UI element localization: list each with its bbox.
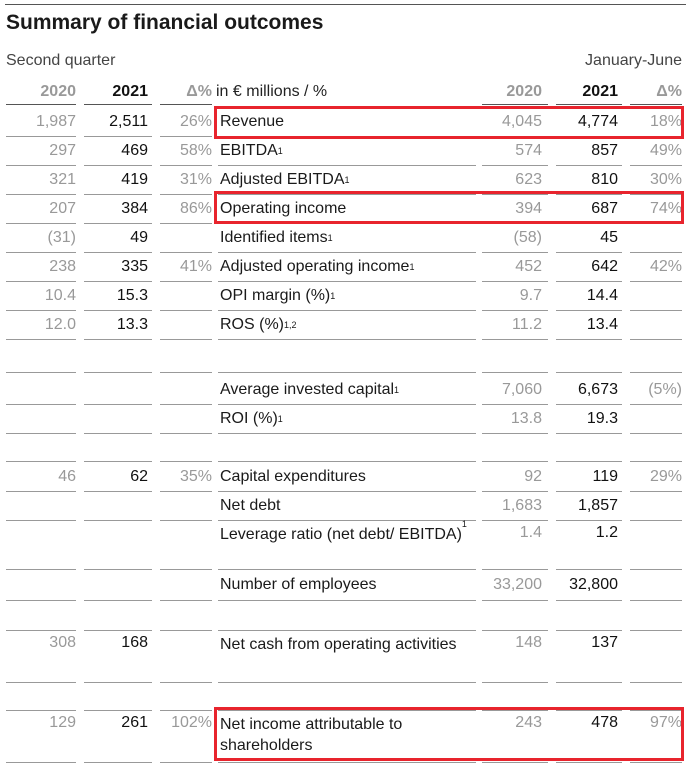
row-label-adjusted-operating-income: Adjusted operating income 1 xyxy=(220,258,415,275)
cell-qd xyxy=(160,569,212,600)
row-rule xyxy=(630,339,682,340)
row-rule xyxy=(84,433,152,434)
row-rule xyxy=(556,339,622,340)
row-rule xyxy=(556,630,622,631)
row-rule xyxy=(556,762,622,763)
cell-qd: 41% xyxy=(179,257,212,275)
cell-q2021: 384 xyxy=(121,199,148,217)
row-rule xyxy=(482,433,548,434)
row-label-net-cash-from-operating-activities xyxy=(220,630,482,686)
cell-h2021: 1.2 xyxy=(595,524,618,541)
cell-q2020: 207 xyxy=(49,199,76,217)
cell-hd xyxy=(630,281,682,310)
row-rule xyxy=(218,762,476,763)
cell-q2020: (31) xyxy=(47,228,76,246)
cell-h2021: 119 xyxy=(592,467,618,485)
row-rule xyxy=(84,630,152,631)
cell-q2021: 13.3 xyxy=(116,315,148,333)
cell-qd xyxy=(160,281,212,310)
cell-h2021: 642 xyxy=(591,257,618,275)
cell-q2020: 297 xyxy=(49,141,76,159)
cell-q2020: 10.4 xyxy=(44,286,76,304)
row-label-leverage-ratio-net-debt-ebitda: Leverage ratio (net debt/ EBITDA) 1 xyxy=(220,519,467,543)
row-rule xyxy=(84,600,152,601)
row-rule xyxy=(218,339,476,340)
row-rule xyxy=(556,433,622,434)
table-row xyxy=(0,165,690,194)
row-rule xyxy=(482,600,548,601)
row-label-text: ROI (%) xyxy=(220,410,278,427)
cell-q2020: 238 xyxy=(49,257,76,275)
cell-q2021 xyxy=(84,404,148,433)
cell-qd xyxy=(160,491,212,520)
cell-hd xyxy=(630,569,682,600)
row-rule xyxy=(556,461,622,462)
cell-h2020: 4,045 xyxy=(501,112,542,130)
row-rule xyxy=(84,710,152,711)
row-label-identified-items: Identified items 1 xyxy=(220,229,333,246)
cell-h2020: 1,683 xyxy=(501,496,542,514)
row-label-text: Net debt xyxy=(220,497,281,514)
row-rule xyxy=(630,630,682,631)
header-q-2020: 2020 xyxy=(40,83,76,100)
cell-h2020: (58) xyxy=(513,228,542,246)
row-label-average-invested-capital: Average invested capital 1 xyxy=(220,381,400,398)
cell-h2021: 14.4 xyxy=(586,286,618,304)
row-label-text: Revenue xyxy=(220,113,285,130)
row-label-text: OPI margin (%) xyxy=(220,287,331,304)
cell-q2021 xyxy=(84,375,148,404)
cell-qd xyxy=(160,223,212,252)
row-rule xyxy=(482,630,548,631)
cell-h2020: 92 xyxy=(524,467,542,485)
row-label-text: Identified items xyxy=(220,229,328,246)
cell-q2020: 1,987 xyxy=(35,112,76,130)
row-rule xyxy=(6,682,76,683)
cell-qd: 86% xyxy=(179,199,212,217)
cell-h2021: 857 xyxy=(591,141,618,159)
cell-h2021: 810 xyxy=(591,170,618,188)
row-label-net-debt xyxy=(220,491,482,520)
row-label-text: Operating income xyxy=(220,200,347,217)
cell-q2020: 12.0 xyxy=(44,315,76,333)
cell-q2020: 46 xyxy=(58,467,76,485)
row-rule xyxy=(482,762,548,763)
row-label-text: EBITDA xyxy=(220,142,278,159)
row-rule xyxy=(218,461,476,462)
cell-h2020: 1.4 xyxy=(519,524,542,541)
row-rule xyxy=(6,461,76,462)
cell-q2020: 308 xyxy=(49,634,76,651)
row-label-text: Net income attributable to shareholders xyxy=(220,716,403,754)
cell-q2020 xyxy=(8,491,76,520)
table-row xyxy=(0,375,690,404)
cell-hd xyxy=(630,491,682,520)
cell-h2020: 11.2 xyxy=(512,315,542,333)
table-header xyxy=(0,80,690,104)
row-label-text: Net cash from operating activities xyxy=(220,636,457,653)
cell-q2021: 469 xyxy=(121,141,148,159)
cell-hd xyxy=(630,223,682,252)
cell-hd: 74% xyxy=(649,199,682,217)
row-rule xyxy=(6,762,76,763)
row-rule xyxy=(6,630,76,631)
row-rule xyxy=(84,762,152,763)
cell-h2021: 45 xyxy=(600,228,618,246)
table-row xyxy=(0,136,690,165)
row-rule xyxy=(160,104,212,105)
cell-qd: 26% xyxy=(179,112,212,130)
row-rule xyxy=(482,461,548,462)
row-rule xyxy=(630,104,682,105)
row-rule xyxy=(6,372,76,373)
highlight-box-operating-income xyxy=(214,191,684,224)
row-rule xyxy=(556,682,622,683)
row-label-ros: ROS (%) 1,2 xyxy=(220,316,297,333)
row-rule xyxy=(6,710,76,711)
cell-q2021 xyxy=(84,491,148,520)
cell-hd xyxy=(630,404,682,433)
row-rule xyxy=(218,682,476,683)
highlight-box-net-income xyxy=(214,707,684,761)
cell-hd xyxy=(630,310,682,339)
table-row xyxy=(0,491,690,520)
row-rule xyxy=(630,600,682,601)
row-label-text: Average invested capital xyxy=(220,381,395,398)
row-rule xyxy=(218,600,476,601)
row-rule xyxy=(160,682,212,683)
table-row xyxy=(0,281,690,310)
row-rule xyxy=(556,600,622,601)
row-rule xyxy=(84,372,152,373)
row-label-text: Capital expenditures xyxy=(220,468,366,485)
row-label-capital-expenditures xyxy=(220,462,482,491)
cell-h2020: 9.7 xyxy=(519,286,542,304)
row-rule xyxy=(84,682,152,683)
cell-q2021 xyxy=(84,569,148,600)
cell-h2020: 148 xyxy=(515,634,542,651)
row-label-text: Number of employees xyxy=(220,576,377,593)
cell-qd: 102% xyxy=(171,714,212,731)
table-row xyxy=(0,462,690,491)
row-rule xyxy=(160,339,212,340)
row-label-text: ROS (%) xyxy=(220,316,284,333)
cell-q2021: 261 xyxy=(121,714,148,731)
cell-h2021: 687 xyxy=(591,199,618,217)
table-row xyxy=(0,310,690,339)
header-h-delta: Δ% xyxy=(656,83,682,100)
cell-q2021: 49 xyxy=(130,228,148,246)
cell-h2020: 13.8 xyxy=(510,409,542,427)
cell-qd xyxy=(160,404,212,433)
cell-q2021: 15.3 xyxy=(116,286,148,304)
cell-h2021: 478 xyxy=(591,714,618,731)
cell-q2021: 419 xyxy=(121,170,148,188)
row-rule xyxy=(218,433,476,434)
cell-q2020 xyxy=(8,375,76,404)
highlight-box-revenue xyxy=(214,106,684,139)
cell-h2020: 574 xyxy=(515,141,542,159)
row-label-roi: ROI (%) 1 xyxy=(220,410,283,427)
row-rule xyxy=(630,433,682,434)
table-row xyxy=(0,252,690,281)
cell-h2021: 1,857 xyxy=(577,496,618,514)
row-rule xyxy=(630,762,682,763)
cell-hd: 97% xyxy=(649,714,682,731)
table-row xyxy=(0,569,690,600)
cell-q2020: 321 xyxy=(49,170,76,188)
cell-hd: 18% xyxy=(649,112,682,130)
row-rule xyxy=(218,372,476,373)
row-rule xyxy=(160,762,212,763)
cell-q2021: 62 xyxy=(130,467,148,485)
table-row xyxy=(0,520,690,569)
cell-q2020 xyxy=(8,520,76,573)
row-label-text: Adjusted EBITDA xyxy=(220,171,345,188)
cell-hd: 29% xyxy=(649,467,682,485)
cell-q2021 xyxy=(84,520,148,573)
cell-q2020 xyxy=(8,569,76,600)
cell-qd: 31% xyxy=(179,170,212,188)
row-rule xyxy=(218,630,476,631)
cell-qd xyxy=(160,630,212,686)
cell-qd xyxy=(160,375,212,404)
cell-hd: 30% xyxy=(649,170,682,188)
table-row xyxy=(0,630,690,682)
cell-h2020: 7,060 xyxy=(501,380,542,398)
cell-q2020: 129 xyxy=(49,714,76,731)
row-label-ebitda: EBITDA 1 xyxy=(220,142,283,159)
cell-h2021: 13.4 xyxy=(586,315,618,333)
period-label-half-year: January-June xyxy=(585,52,682,69)
cell-qd xyxy=(160,520,212,573)
cell-qd: 35% xyxy=(179,467,212,485)
cell-h2020: 623 xyxy=(515,170,542,188)
header-h-2020: 2020 xyxy=(506,83,542,100)
row-rule xyxy=(6,104,76,105)
row-rule xyxy=(482,682,548,683)
page-title: Summary of financial outcomes xyxy=(6,11,324,34)
cell-h2020: 394 xyxy=(515,199,542,217)
row-label-text: Leverage ratio (net debt/ EBITDA) xyxy=(220,526,462,543)
row-rule xyxy=(482,104,548,105)
cell-h2021: 137 xyxy=(591,634,618,651)
cell-h2021: 19.3 xyxy=(586,409,618,427)
cell-q2021: 2,511 xyxy=(109,112,148,130)
header-units-label: in € millions / % xyxy=(216,83,328,100)
row-rule xyxy=(482,372,548,373)
header-h-2021: 2021 xyxy=(582,83,618,100)
row-rule xyxy=(160,630,212,631)
cell-h2020: 452 xyxy=(515,257,542,275)
row-rule xyxy=(160,600,212,601)
cell-qd: 58% xyxy=(179,141,212,159)
cell-h2021: 6,673 xyxy=(577,380,618,398)
row-rule xyxy=(160,433,212,434)
cell-hd xyxy=(630,630,682,686)
period-label-quarter: Second quarter xyxy=(6,52,116,69)
cell-hd: 42% xyxy=(649,257,682,275)
row-rule xyxy=(6,433,76,434)
row-label-opi-margin: OPI margin (%) 1 xyxy=(220,287,336,304)
row-rule xyxy=(160,372,212,373)
row-rule xyxy=(630,682,682,683)
cell-qd xyxy=(160,310,212,339)
top-rule xyxy=(5,4,686,5)
cell-h2021: 32,800 xyxy=(569,575,618,593)
row-rule xyxy=(630,461,682,462)
row-label-adjusted-ebitda: Adjusted EBITDA 1 xyxy=(220,171,350,188)
cell-hd: 49% xyxy=(649,141,682,159)
row-rule xyxy=(160,461,212,462)
row-rule xyxy=(630,372,682,373)
table-row xyxy=(0,404,690,433)
row-rule xyxy=(482,339,548,340)
header-q-delta: Δ% xyxy=(186,83,212,100)
row-label-text: Adjusted operating income xyxy=(220,258,410,275)
cell-q2020 xyxy=(8,404,76,433)
cell-h2021: 4,774 xyxy=(577,112,618,130)
cell-q2021: 335 xyxy=(121,257,148,275)
table-row xyxy=(0,223,690,252)
row-label-number-of-employees xyxy=(220,569,482,600)
cell-hd: (5%) xyxy=(648,380,682,398)
cell-h2020: 243 xyxy=(515,714,542,731)
row-rule xyxy=(6,600,76,601)
cell-q2021: 168 xyxy=(121,634,148,651)
row-rule xyxy=(160,710,212,711)
cell-hd xyxy=(630,520,682,573)
header-q-2021: 2021 xyxy=(112,83,148,100)
row-rule xyxy=(84,104,152,105)
row-rule xyxy=(84,461,152,462)
row-rule xyxy=(84,339,152,340)
cell-h2020: 33,200 xyxy=(493,575,542,593)
row-rule xyxy=(6,339,76,340)
row-rule xyxy=(556,104,622,105)
row-rule xyxy=(556,372,622,373)
